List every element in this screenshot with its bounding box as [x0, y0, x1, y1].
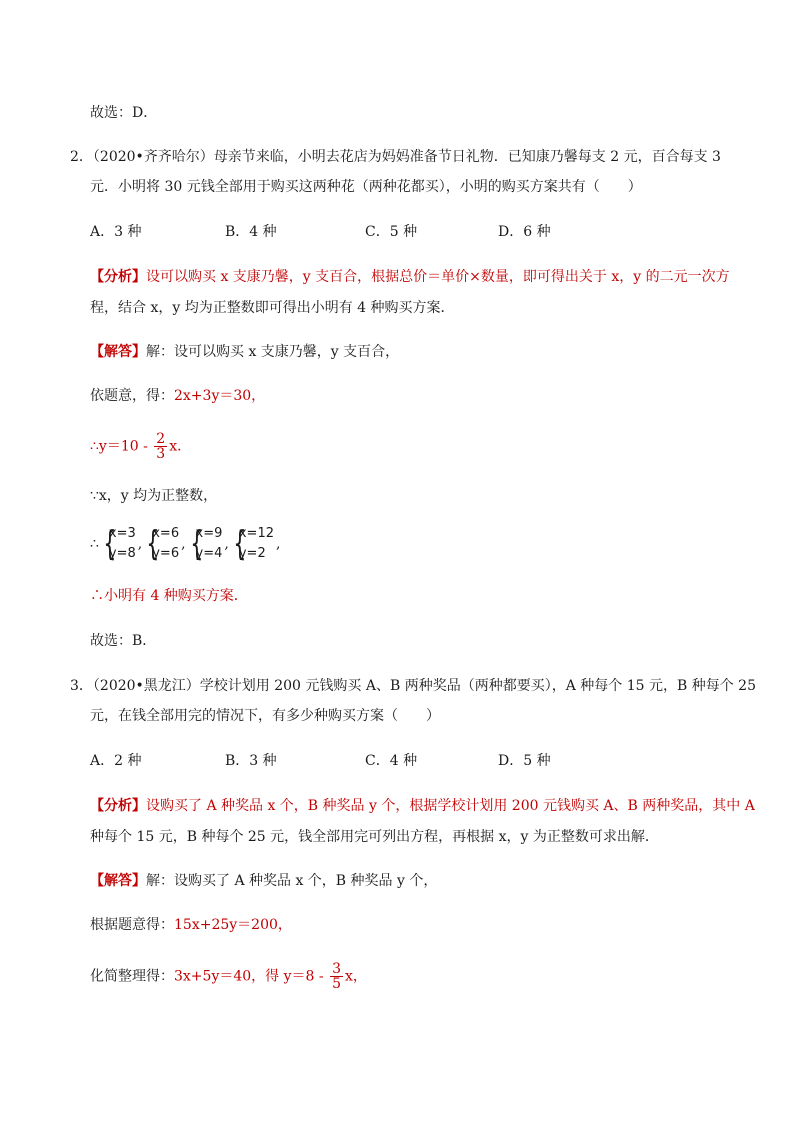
option-text: D．6 种: [498, 224, 551, 240]
denominator: 5: [332, 976, 341, 992]
numerator: 2: [156, 431, 166, 447]
equation-left: ∴y＝10 -: [90, 438, 153, 455]
option-text: D．5 种: [498, 753, 551, 769]
equation: 15x+25y＝200，: [174, 917, 292, 933]
analysis-tag: 【分析】: [90, 269, 146, 285]
brace-icon: {: [146, 524, 160, 564]
analysis-line-1: [90, 796, 755, 816]
question-2-stem-line-1: [70, 147, 721, 167]
text: 元．小明将 30 元钱全部用于购买这两种花（两种花都买），小明的购买方案共有（ ）: [90, 179, 642, 195]
equation-right: x．: [169, 438, 192, 455]
option-c[interactable]: [365, 751, 417, 771]
analysis-text: 种每个 15 元，B 种每个 25 元，钱全部用完可列出方程，再根据 x，y 为正整数可求出解．: [90, 829, 659, 845]
text: 故选：D．: [90, 105, 158, 121]
equation: 2x+3y＝30，: [174, 388, 266, 404]
option-text: B．3 种: [225, 753, 277, 769]
answer-line: [90, 631, 156, 651]
option-d[interactable]: [498, 222, 551, 242]
therefore-symbol: ∴: [90, 536, 99, 552]
conclusion-line: [90, 103, 157, 123]
question-3-stem-line-2: [90, 706, 440, 726]
option-a[interactable]: [90, 222, 141, 242]
equation: y=8: [108, 546, 136, 561]
analysis-text: 设购买了 A 种奖品 x 个，B 种奖品 y 个，根据学校计划用 200 元钱购买 A、B 两种奖品，其中 A: [146, 798, 755, 814]
equation-system-3: [186, 524, 223, 564]
solution-line-3: [90, 432, 191, 461]
solution-text: 解：设可以购买 x 支康乃馨，y 支百合，: [146, 344, 400, 360]
equation-system-2: [142, 524, 179, 564]
equation-right: x，: [344, 968, 367, 985]
option-b[interactable]: [225, 751, 277, 771]
solution-line-1: [90, 342, 399, 362]
equation: x=3: [108, 526, 136, 541]
option-text: A．2 种: [90, 753, 142, 769]
solution-text: ∴小明有 4 种购买方案．: [90, 588, 248, 604]
equation: x=12: [238, 526, 274, 541]
solution-tag: 【解答】: [90, 873, 146, 889]
option-text: A．3 种: [90, 224, 142, 240]
text: 2．（2020•齐齐哈尔）母亲节来临，小明去花店为妈妈准备节日礼物．已知康乃馨每支 2 元，百合每支 3: [70, 149, 721, 165]
option-d[interactable]: [498, 751, 551, 771]
option-text: B．4 种: [225, 224, 277, 240]
solution-text: 解：设购买了 A 种奖品 x 个，B 种奖品 y 个，: [146, 873, 438, 889]
analysis-text: 程，结合 x，y 均为正整数即可得出小明有 4 种购买方案．: [90, 300, 455, 316]
analysis-line-1: [90, 267, 730, 287]
solution-line-1: [90, 871, 437, 891]
analysis-line-2: [90, 827, 659, 847]
solution-line-2: [90, 915, 292, 935]
solution-line-4: [90, 486, 217, 506]
solution-conclusion: [90, 586, 248, 606]
option-c[interactable]: [365, 222, 417, 242]
numerator: 3: [332, 961, 341, 977]
solution-line-3: [90, 962, 367, 991]
fraction: [154, 432, 167, 461]
question-2-stem-line-2: [90, 177, 642, 197]
brace-icon: {: [189, 524, 203, 564]
solution-text: ∵x，y 均为正整数，: [90, 488, 218, 504]
analysis-line-2: [90, 298, 455, 318]
equation-system-1: [99, 524, 136, 564]
fraction: [330, 962, 343, 991]
answer-text: 故选：B．: [90, 633, 157, 649]
option-b[interactable]: [225, 222, 277, 242]
question-3-stem-line-1: [70, 676, 756, 696]
equation: y=4: [195, 546, 223, 561]
denominator: 3: [156, 446, 166, 462]
text: 元，在钱全部用完的情况下，有多少种购买方案（ ）: [90, 708, 440, 724]
text: 3．（2020•黑龙江）学校计划用 200 元钱购买 A、B 两种奖品（两种都要买），A 种每个 15 元，B 种每个 25: [70, 678, 756, 694]
solution-text: 化简整理得：: [90, 968, 174, 985]
equation-left: 3x+5y＝40，得 y＝8 -: [174, 968, 329, 985]
solution-systems-line: ∴ { x=3 y=8 , { x=6 y=6 , { x=9 y=4 , { x=12 y=2 ,: [90, 524, 281, 564]
solution-text: 依题意，得：: [90, 388, 174, 404]
equation-system-4: [229, 524, 274, 564]
analysis-text: 设可以购买 x 支康乃馨，y 支百合，根据总价＝单价×数量，即可得出关于 x，y 的二元一次方: [146, 269, 730, 285]
equation: x=9: [195, 526, 223, 541]
option-text: C．4 种: [365, 753, 418, 769]
equation: y=2: [238, 546, 266, 561]
analysis-tag: 【分析】: [90, 798, 146, 814]
brace-icon: {: [233, 524, 247, 564]
option-text: C．5 种: [365, 224, 418, 240]
solution-tag: 【解答】: [90, 344, 146, 360]
equation: x=6: [152, 526, 180, 541]
equation: y=6: [152, 546, 180, 561]
solution-text: 根据题意得：: [90, 917, 174, 933]
solution-line-2: [90, 386, 265, 406]
brace-icon: {: [103, 524, 117, 564]
option-a[interactable]: [90, 751, 141, 771]
